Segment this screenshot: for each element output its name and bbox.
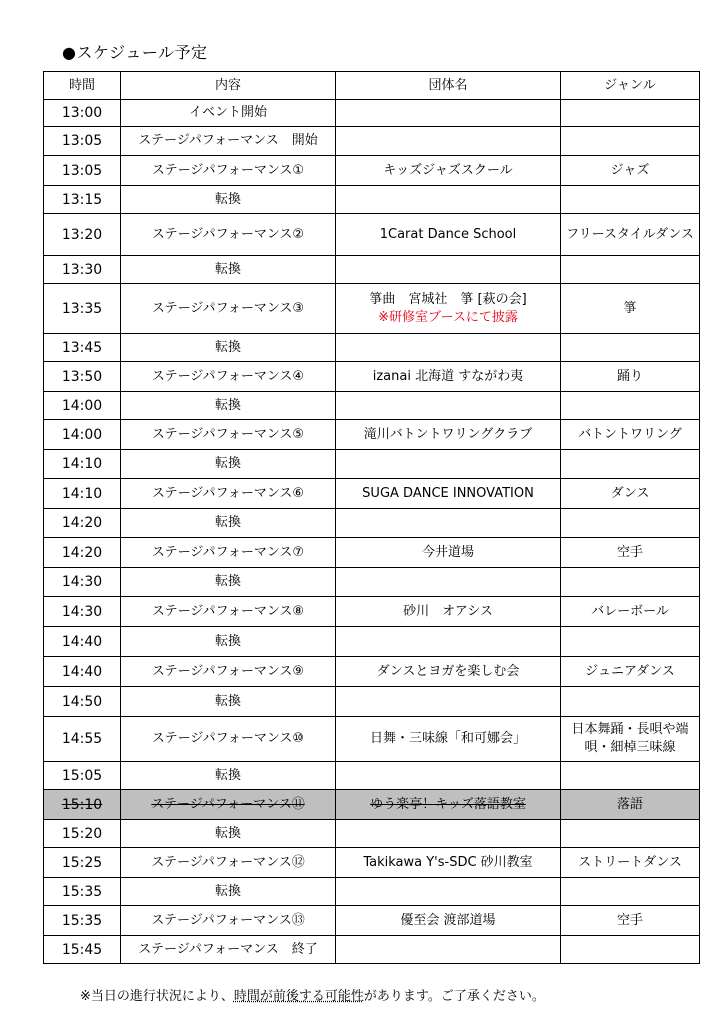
content-cell bbox=[121, 214, 336, 256]
group-cell bbox=[336, 156, 561, 186]
genre-cell bbox=[561, 362, 700, 392]
table-row bbox=[44, 186, 700, 214]
time-cell bbox=[44, 597, 121, 627]
genre-cell bbox=[561, 627, 700, 657]
table-row bbox=[44, 687, 700, 717]
content-cell-text: 転換 bbox=[214, 633, 241, 649]
genre-cell bbox=[561, 717, 700, 762]
time-cell-text: 14:00 bbox=[61, 426, 103, 443]
table-row bbox=[44, 627, 700, 657]
time-cell-text: 15:20 bbox=[61, 825, 103, 842]
time-cell-text: 15:35 bbox=[61, 912, 103, 929]
genre-cell-text: 日本舞踊・長唄や端唄・細棹三味線 bbox=[571, 722, 689, 755]
time-cell-text: 14:50 bbox=[61, 693, 103, 710]
time-cell-text: 14:40 bbox=[61, 633, 103, 650]
time-cell bbox=[44, 186, 121, 214]
table-row bbox=[44, 509, 700, 538]
time-cell-text: 15:10 bbox=[61, 796, 103, 813]
time-cell-text: 14:55 bbox=[61, 731, 103, 747]
group-cell bbox=[336, 848, 561, 878]
time-cell bbox=[44, 362, 121, 392]
genre-cell bbox=[561, 878, 700, 906]
group-cell bbox=[336, 717, 561, 762]
header-group: 団体名 bbox=[336, 72, 561, 100]
table-row bbox=[44, 156, 700, 186]
content-cell bbox=[121, 906, 336, 936]
footnote-text-1: ※当日の進行状況により、 bbox=[80, 989, 234, 1004]
group-cell bbox=[336, 936, 561, 964]
content-cell-text: ステージパフォーマンス 開始 bbox=[138, 133, 318, 148]
content-cell-text: ステージパフォーマンス⑨ bbox=[151, 663, 305, 679]
group-cell bbox=[336, 420, 561, 450]
table-row bbox=[44, 334, 700, 362]
table-row bbox=[44, 100, 700, 127]
genre-cell bbox=[561, 936, 700, 964]
group-cell bbox=[336, 820, 561, 848]
time-cell bbox=[44, 820, 121, 848]
header-time: 時間 bbox=[44, 72, 121, 100]
schedule-body bbox=[44, 100, 700, 964]
content-cell bbox=[121, 479, 336, 509]
content-cell-text: 転換 bbox=[214, 191, 241, 207]
genre-cell-text: バレーボール bbox=[591, 603, 669, 619]
table-row bbox=[44, 906, 700, 936]
genre-cell bbox=[561, 790, 700, 820]
group-cell bbox=[336, 597, 561, 627]
content-cell bbox=[121, 256, 336, 284]
time-cell bbox=[44, 256, 121, 284]
header-genre: ジャンル bbox=[561, 72, 700, 100]
time-cell-text: 13:15 bbox=[61, 191, 103, 208]
group-cell-text: キッズジャズスクール bbox=[383, 162, 513, 178]
content-cell-text: 転換 bbox=[214, 261, 241, 277]
table-row bbox=[44, 450, 700, 479]
time-cell-text: 13:20 bbox=[61, 226, 103, 243]
content-cell bbox=[121, 186, 336, 214]
content-cell-text: ステージパフォーマンス⑩ bbox=[151, 731, 305, 746]
genre-cell-text: ストリートダンス bbox=[578, 854, 682, 870]
table-row bbox=[44, 392, 700, 420]
table-row bbox=[44, 717, 700, 762]
time-cell-text: 15:25 bbox=[61, 854, 103, 871]
genre-cell-text: 箏 bbox=[623, 300, 637, 316]
genre-cell bbox=[561, 479, 700, 509]
genre-cell bbox=[561, 127, 700, 156]
genre-cell bbox=[561, 687, 700, 717]
content-cell bbox=[121, 717, 336, 762]
genre-cell bbox=[561, 762, 700, 790]
content-cell bbox=[121, 762, 336, 790]
content-cell-text: 転換 bbox=[214, 456, 241, 471]
group-note-text: ※研修室ブースにて披露 bbox=[378, 309, 518, 325]
content-cell bbox=[121, 657, 336, 687]
table-row bbox=[44, 657, 700, 687]
genre-cell bbox=[561, 284, 700, 334]
content-cell-text: ステージパフォーマンス⑤ bbox=[151, 426, 305, 442]
group-cell-text: SUGA DANCE INNOVATION bbox=[362, 485, 534, 501]
content-cell-text: ステージパフォーマンス② bbox=[151, 226, 305, 242]
content-cell bbox=[121, 362, 336, 392]
group-cell bbox=[336, 450, 561, 479]
genre-cell bbox=[561, 568, 700, 597]
content-cell-text: 転換 bbox=[214, 339, 241, 355]
content-cell bbox=[121, 627, 336, 657]
group-cell bbox=[336, 186, 561, 214]
table-row bbox=[44, 420, 700, 450]
time-cell bbox=[44, 627, 121, 657]
content-cell bbox=[121, 790, 336, 820]
group-cell bbox=[336, 214, 561, 256]
genre-cell bbox=[561, 186, 700, 214]
group-cell bbox=[336, 687, 561, 717]
table-row bbox=[44, 256, 700, 284]
time-cell bbox=[44, 568, 121, 597]
time-cell bbox=[44, 392, 121, 420]
time-cell bbox=[44, 479, 121, 509]
genre-cell bbox=[561, 214, 700, 256]
genre-cell bbox=[561, 450, 700, 479]
header-content: 内容 bbox=[121, 72, 336, 100]
genre-cell-text: ジャズ bbox=[610, 162, 650, 178]
time-cell bbox=[44, 334, 121, 362]
group-cell bbox=[336, 392, 561, 420]
content-cell-text: 転換 bbox=[214, 397, 241, 413]
genre-cell bbox=[561, 538, 700, 568]
genre-cell bbox=[561, 906, 700, 936]
content-cell-text: ステージパフォーマンス⑧ bbox=[151, 603, 305, 619]
table-row bbox=[44, 597, 700, 627]
time-cell bbox=[44, 906, 121, 936]
group-cell-text: ダンスとヨガを楽しむ会 bbox=[376, 663, 520, 679]
time-cell-text: 13:35 bbox=[61, 300, 103, 317]
group-cell bbox=[336, 127, 561, 156]
genre-cell-text: 空手 bbox=[616, 912, 643, 928]
group-cell bbox=[336, 762, 561, 790]
group-cell-text: Takikawa Y's-SDC 砂川教室 bbox=[363, 854, 533, 870]
table-row bbox=[44, 538, 700, 568]
content-cell bbox=[121, 936, 336, 964]
time-cell-text: 13:45 bbox=[61, 339, 103, 356]
content-cell bbox=[121, 392, 336, 420]
time-cell bbox=[44, 762, 121, 790]
genre-cell bbox=[561, 334, 700, 362]
group-cell bbox=[336, 790, 561, 820]
footnote-text-2: があります。ご了承ください。 bbox=[363, 989, 545, 1004]
table-row bbox=[44, 568, 700, 597]
group-cell bbox=[336, 509, 561, 538]
group-cell bbox=[336, 479, 561, 509]
time-cell bbox=[44, 284, 121, 334]
content-cell-text: ステージパフォーマンス⑥ bbox=[151, 485, 305, 501]
content-cell bbox=[121, 597, 336, 627]
table-row bbox=[44, 878, 700, 906]
group-cell bbox=[336, 538, 561, 568]
genre-cell-text: バトントワリング bbox=[578, 426, 682, 442]
genre-cell bbox=[561, 392, 700, 420]
page-title: ●スケジュール予定 bbox=[62, 43, 208, 62]
time-cell bbox=[44, 214, 121, 256]
time-cell-text: 15:45 bbox=[61, 941, 103, 958]
time-cell-text: 13:50 bbox=[61, 368, 103, 385]
content-cell-text: ステージパフォーマンス① bbox=[151, 162, 305, 178]
genre-cell-text: ダンス bbox=[610, 485, 650, 501]
group-cell-text: 砂川 オアシス bbox=[403, 603, 493, 619]
group-cell bbox=[336, 627, 561, 657]
footnote bbox=[80, 985, 545, 1004]
group-cell-text: 優至会 渡部道場 bbox=[400, 912, 496, 928]
genre-cell bbox=[561, 509, 700, 538]
group-cell bbox=[336, 256, 561, 284]
group-cell-text: 今井道場 bbox=[421, 544, 474, 560]
time-cell-text: 14:00 bbox=[61, 397, 103, 414]
content-cell-text: 転換 bbox=[214, 515, 241, 530]
genre-cell bbox=[561, 420, 700, 450]
content-cell bbox=[121, 156, 336, 186]
time-cell bbox=[44, 538, 121, 568]
time-cell-text: 14:10 bbox=[61, 485, 103, 502]
group-cell-text: 箏曲 宮城社 箏 [萩の会] bbox=[369, 291, 527, 307]
table-row bbox=[44, 762, 700, 790]
time-cell bbox=[44, 790, 121, 820]
content-cell-text: ステージパフォーマンス⑦ bbox=[151, 544, 305, 560]
time-cell-text: 15:05 bbox=[61, 767, 103, 784]
time-cell-text: 14:20 bbox=[61, 544, 103, 561]
genre-cell-text: 空手 bbox=[616, 544, 643, 560]
group-cell bbox=[336, 100, 561, 127]
table-row bbox=[44, 214, 700, 256]
genre-cell-text: 踊り bbox=[616, 368, 643, 384]
group-cell-text: 1Carat Dance School bbox=[379, 226, 517, 242]
content-cell bbox=[121, 509, 336, 538]
group-cell-text: izanai 北海道 すながわ夷 bbox=[372, 368, 524, 384]
group-cell bbox=[336, 362, 561, 392]
time-cell bbox=[44, 509, 121, 538]
group-cell bbox=[336, 568, 561, 597]
content-cell-text: 転換 bbox=[214, 825, 241, 841]
genre-cell bbox=[561, 820, 700, 848]
time-cell-text: 14:40 bbox=[61, 663, 103, 680]
group-cell-text: ゆう楽亭！キッズ落語教室 bbox=[370, 796, 526, 812]
content-cell-text: ステージパフォーマンス⑬ bbox=[151, 912, 305, 928]
table-row bbox=[44, 936, 700, 964]
table-row bbox=[44, 479, 700, 509]
time-cell bbox=[44, 687, 121, 717]
time-cell bbox=[44, 450, 121, 479]
footnote-underlined: 時間が前後する可能性 bbox=[233, 989, 364, 1004]
content-cell-text: 転換 bbox=[214, 693, 241, 709]
content-cell bbox=[121, 568, 336, 597]
genre-cell bbox=[561, 657, 700, 687]
time-cell bbox=[44, 657, 121, 687]
time-cell bbox=[44, 848, 121, 878]
content-cell bbox=[121, 334, 336, 362]
schedule-table bbox=[43, 71, 700, 964]
table-row bbox=[44, 127, 700, 156]
time-cell bbox=[44, 936, 121, 964]
genre-cell bbox=[561, 100, 700, 127]
content-cell-text: 転換 bbox=[214, 883, 241, 899]
content-cell bbox=[121, 687, 336, 717]
group-cell bbox=[336, 878, 561, 906]
time-cell bbox=[44, 878, 121, 906]
table-row bbox=[44, 284, 700, 334]
table-row bbox=[44, 820, 700, 848]
genre-cell bbox=[561, 156, 700, 186]
content-cell bbox=[121, 878, 336, 906]
time-cell-text: 14:20 bbox=[61, 515, 103, 531]
content-cell bbox=[121, 848, 336, 878]
time-cell-text: 13:05 bbox=[61, 133, 103, 149]
content-cell-text: ステージパフォーマンス⑪ bbox=[151, 796, 305, 812]
content-cell bbox=[121, 820, 336, 848]
group-cell bbox=[336, 657, 561, 687]
time-cell-text: 14:10 bbox=[61, 456, 103, 472]
time-cell-text: 13:30 bbox=[61, 261, 103, 278]
table-row bbox=[44, 848, 700, 878]
content-cell bbox=[121, 284, 336, 334]
content-cell bbox=[121, 100, 336, 127]
content-cell bbox=[121, 538, 336, 568]
content-cell-text: ステージパフォーマンス④ bbox=[151, 368, 305, 384]
genre-cell-text: 落語 bbox=[616, 796, 643, 812]
genre-cell bbox=[561, 256, 700, 284]
content-cell-text: 転換 bbox=[214, 767, 241, 783]
table-header-row bbox=[44, 72, 700, 100]
content-cell-text: ステージパフォーマンス③ bbox=[151, 300, 305, 316]
time-cell bbox=[44, 127, 121, 156]
group-cell-text: 滝川バトントワリングクラブ bbox=[363, 426, 533, 442]
group-cell-text: 日舞・三味線「和可娜会」 bbox=[369, 731, 526, 746]
table-row bbox=[44, 790, 700, 820]
group-cell bbox=[336, 906, 561, 936]
content-cell-text: ステージパフォーマンス⑫ bbox=[151, 854, 305, 870]
time-cell-text: 14:30 bbox=[61, 603, 103, 620]
time-cell-text: 13:05 bbox=[61, 162, 103, 179]
time-cell bbox=[44, 100, 121, 127]
content-cell-text: イベント開始 bbox=[188, 105, 267, 120]
time-cell bbox=[44, 420, 121, 450]
time-cell bbox=[44, 156, 121, 186]
time-cell-text: 13:00 bbox=[61, 105, 103, 121]
content-cell bbox=[121, 450, 336, 479]
genre-cell-text: フリースタイルダンス bbox=[566, 226, 694, 242]
genre-cell bbox=[561, 597, 700, 627]
genre-cell-text: ジュニアダンス bbox=[585, 663, 675, 679]
time-cell-text: 15:35 bbox=[61, 883, 103, 900]
group-cell bbox=[336, 334, 561, 362]
genre-cell bbox=[561, 848, 700, 878]
time-cell bbox=[44, 717, 121, 762]
content-cell bbox=[121, 127, 336, 156]
content-cell bbox=[121, 420, 336, 450]
time-cell-text: 14:30 bbox=[61, 574, 103, 590]
content-cell-text: ステージパフォーマンス 終了 bbox=[138, 941, 318, 957]
group-cell bbox=[336, 284, 561, 334]
content-cell-text: 転換 bbox=[214, 574, 241, 589]
table-row bbox=[44, 362, 700, 392]
